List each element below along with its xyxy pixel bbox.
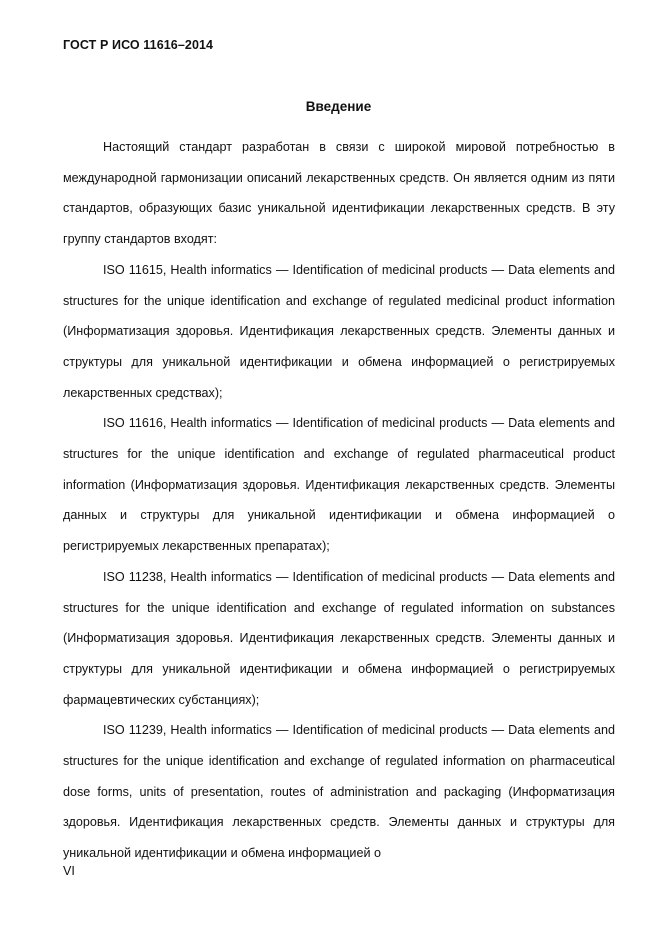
standard-code-header: ГОСТ Р ИСО 11616–2014 [63, 38, 214, 52]
section-title: Введение [305, 99, 372, 114]
paragraph-iso-11238: ISO 11238, Health informatics — Identification of medicinal products — Data elements and structures for the unique identification and exchange of regulated information on substances (Информатизация здоровья. Идентификация лекарственных средств. Элементы данных и структуры для уникальной идентификации и обмена информацией о регистрируемых фармацевтических субстанциях); [63, 569, 615, 707]
body-text [63, 132, 615, 869]
paragraph-iso-11239: ISO 11239, Health informatics — Identification of medicinal products — Data elements and structures for the unique identification and exchange of regulated information on pharmaceutical dose forms, units of presentation, routes of administration and packaging (Информатизация здоровья. Идентификация лекарственных средств. Элементы данных и структуры для уникальной идентификации и обмена информацией о [63, 723, 615, 861]
page-number: VI [63, 864, 75, 878]
paragraph-intro: Настоящий стандарт разработан в связи с широкой мировой потребностью в международной гармонизации описаний лекарственных средств. Он является одним из пяти стандартов, образующих базис уникальной идентификации лекарственных средств. В эту группу стандартов входят: [63, 140, 615, 247]
paragraph-iso-11616: ISO 11616, Health informatics — Identification of medicinal products — Data elements and structures for the unique identification and exchange of regulated pharmaceutical product information (Информатизация здоровья. Идентификация лекарственных средств. Элементы данных и структуры для уникальной идентификации и обмена информацией о регистрируемых лекарственных препаратах); [63, 416, 615, 554]
paragraph-iso-11615: ISO 11615, Health informatics — Identification of medicinal products — Data elements and structures for the unique identification and exchange of regulated medicinal product information (Информатизация здоровья. Идентификация лекарственных средств. Элементы данных и структуры для уникальной идентификации и обмена информацией о регистрируемых лекарственных средствах); [63, 262, 615, 400]
